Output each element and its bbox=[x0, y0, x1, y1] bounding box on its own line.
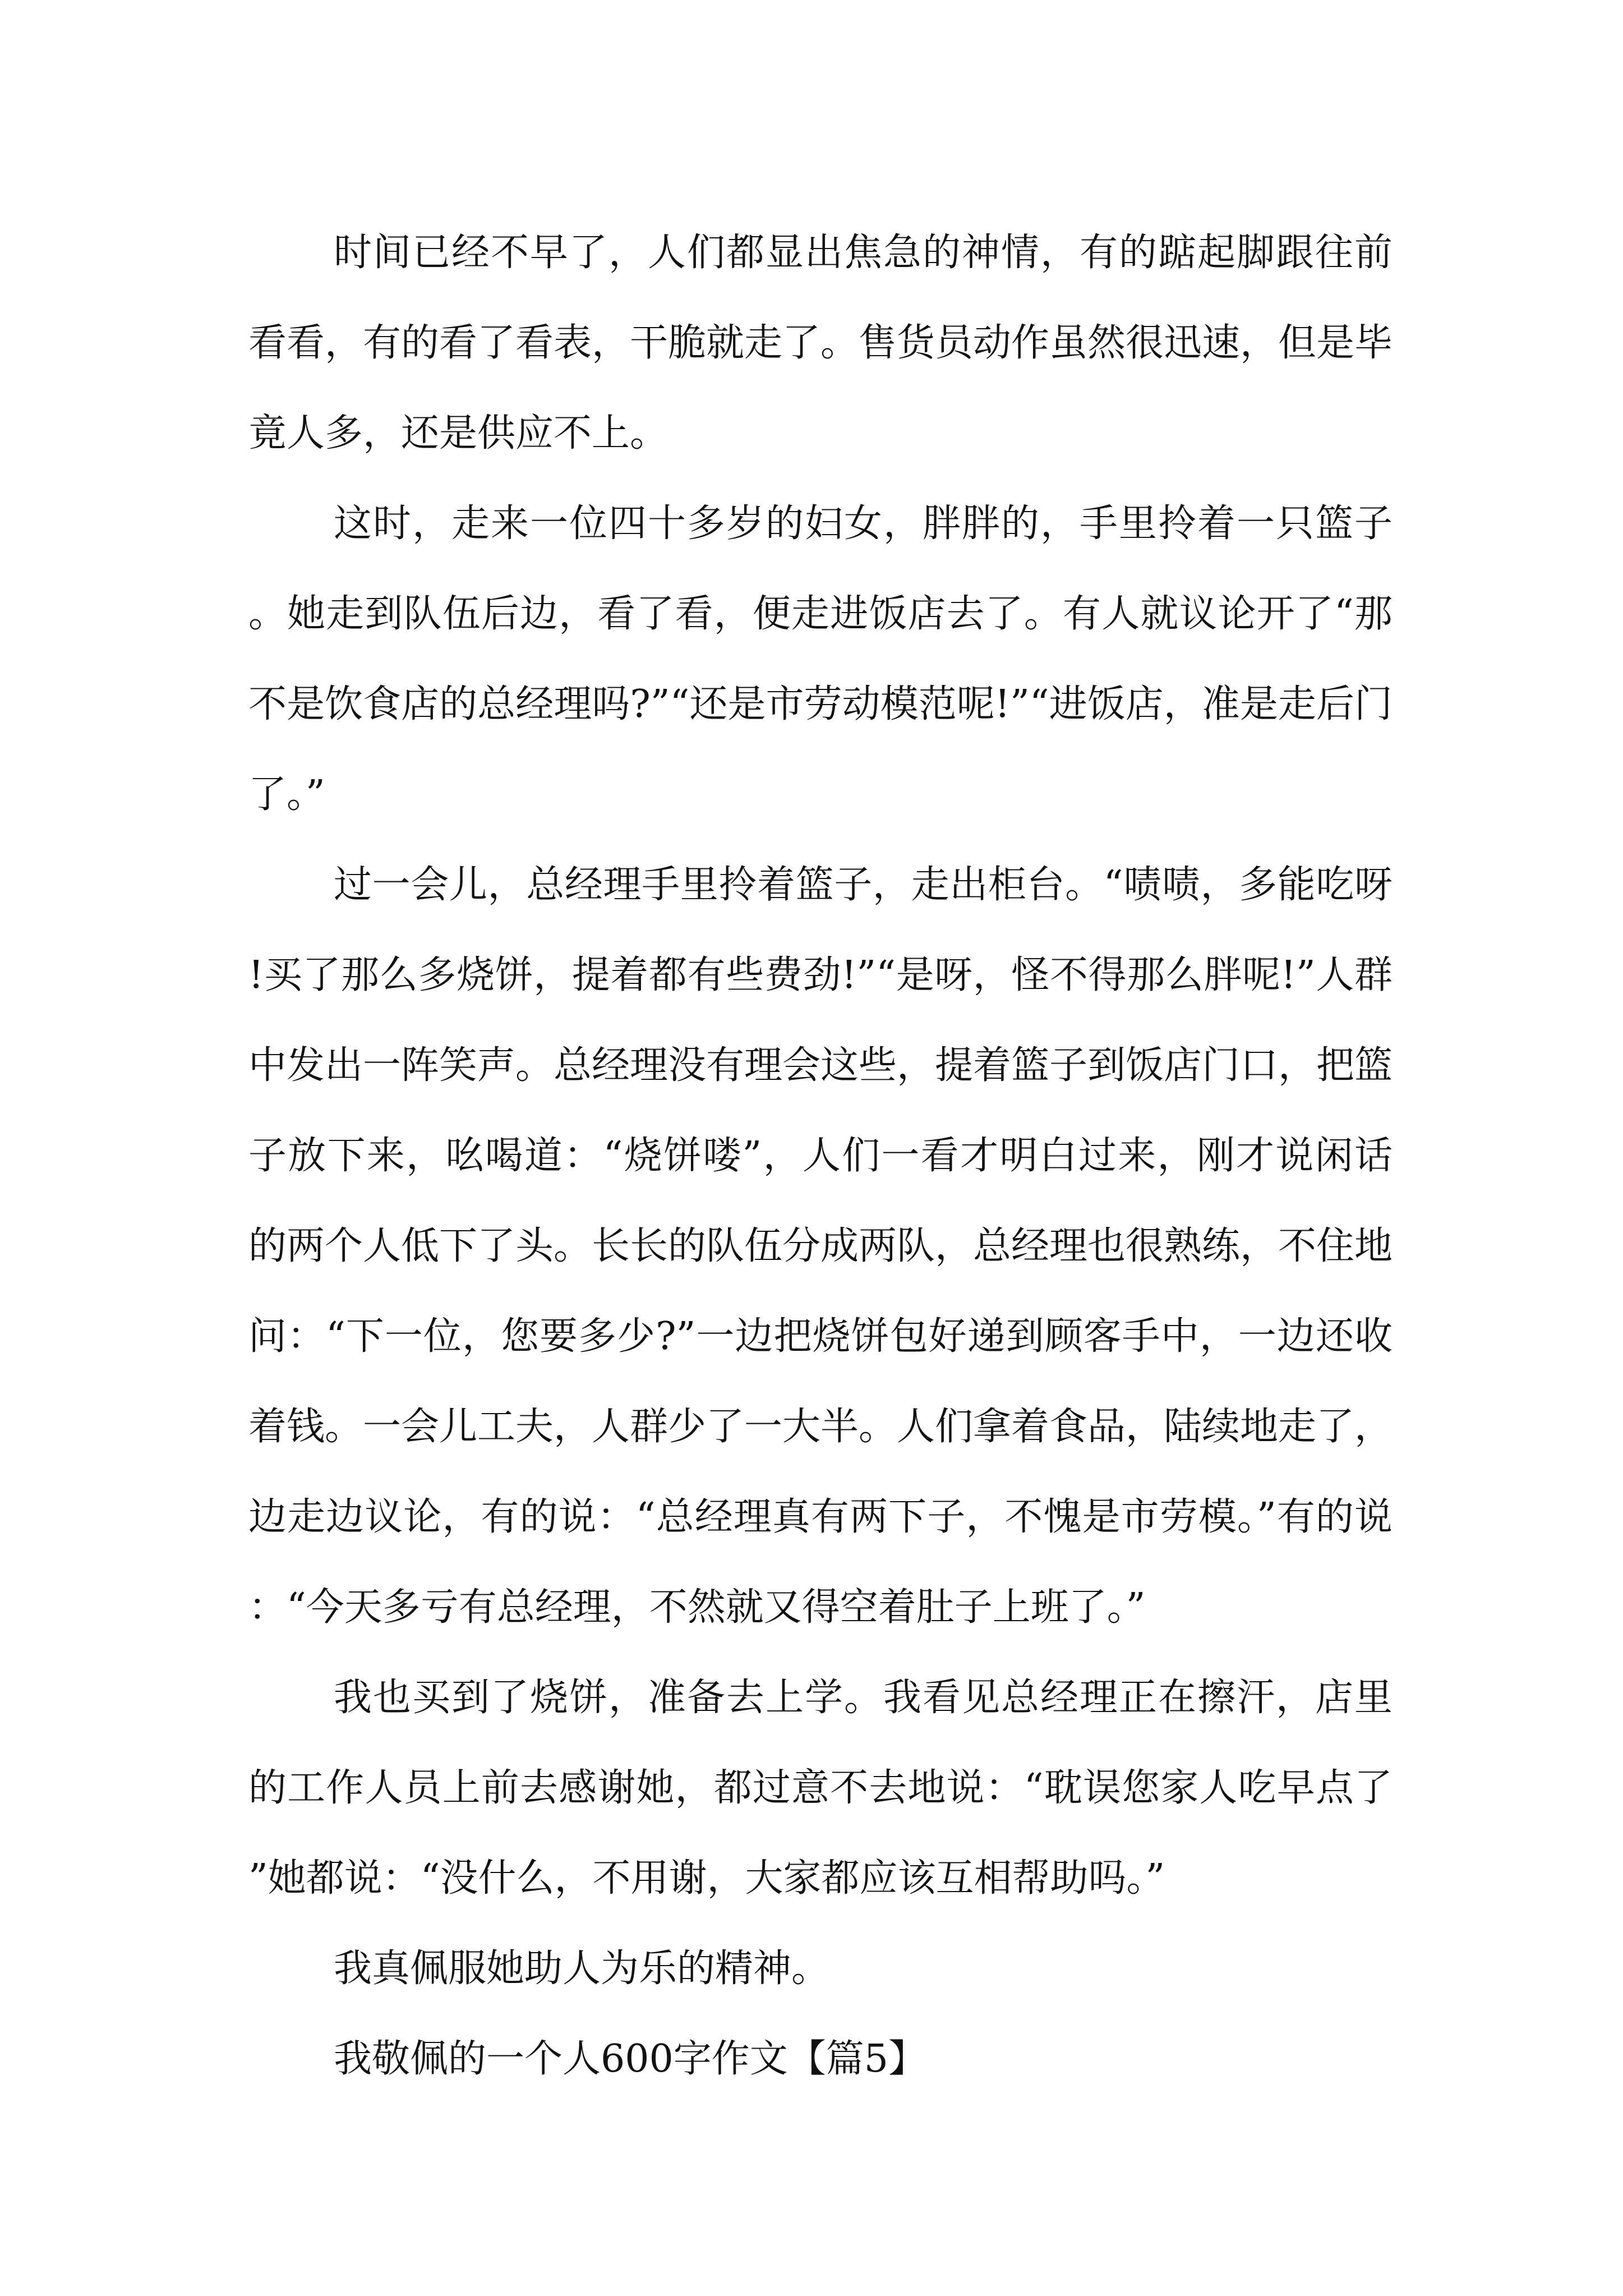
paragraph-thanks: 我也买到了烧饼，准备去上学。我看见总经理正在擦汗，店里的工作人员上前去感谢她，都过意不去地说：“耽误您家人吃早点了”她都说：“没什么，不用谢，大家都应该互相帮助吗。” bbox=[248, 1676, 1393, 1901]
next-essay-heading: 我敬佩的一个人600字作文【篇5】 bbox=[334, 2037, 927, 2081]
paragraph-manager-arrives: 这时，走来一位四十多岁的妇女，胖胖的，手里拎着一只篮子。她走到队伍后边，看了看，便走进饭店去了。有人就议论开了“那不是饮食店的总经理吗?”“还是市劳动模范呢!”“进饭店，准是走后门了。” bbox=[248, 501, 1393, 817]
paragraph-manager-sells: 过一会儿，总经理手里拎着篮子，走出柜台。“啧啧，多能吃呀!买了那么多烧饼，提着都有些费劲!”“是呀，怪不得那么胖呢!”人群中发出一阵笑声。总经理没有理会这些，提着篮子到饭店门口，把篮子放下来，吆喝道：“烧饼喽”，人们一看才明白过来，刚才说闲话的两个人低下了头。长长的队伍分成两队，总经理也很熟练，不住地问：“下一位，您要多少?”一边把烧饼包好递到顾客手中，一边还收着钱。一会儿工夫，人群少了一大半。人们拿着食品，陆续地走了，边走边议论，有的说：“总经理真有两下子，不愧是市劳模。”有的说：“今天多亏有总经理，不然就又得空着肚子上班了。” bbox=[248, 863, 1393, 1630]
paragraph-waiting-crowd: 时间已经不早了，人们都显出焦急的神情，有的踮起脚跟往前看看，有的看了看表，干脆就走了。售货员动作虽然很迅速，但是毕竟人多，还是供应不上。 bbox=[248, 231, 1393, 455]
essay-body bbox=[248, 208, 1393, 2104]
paragraph-admiration: 我真佩服她助人为乐的精神。 bbox=[334, 1947, 830, 1991]
